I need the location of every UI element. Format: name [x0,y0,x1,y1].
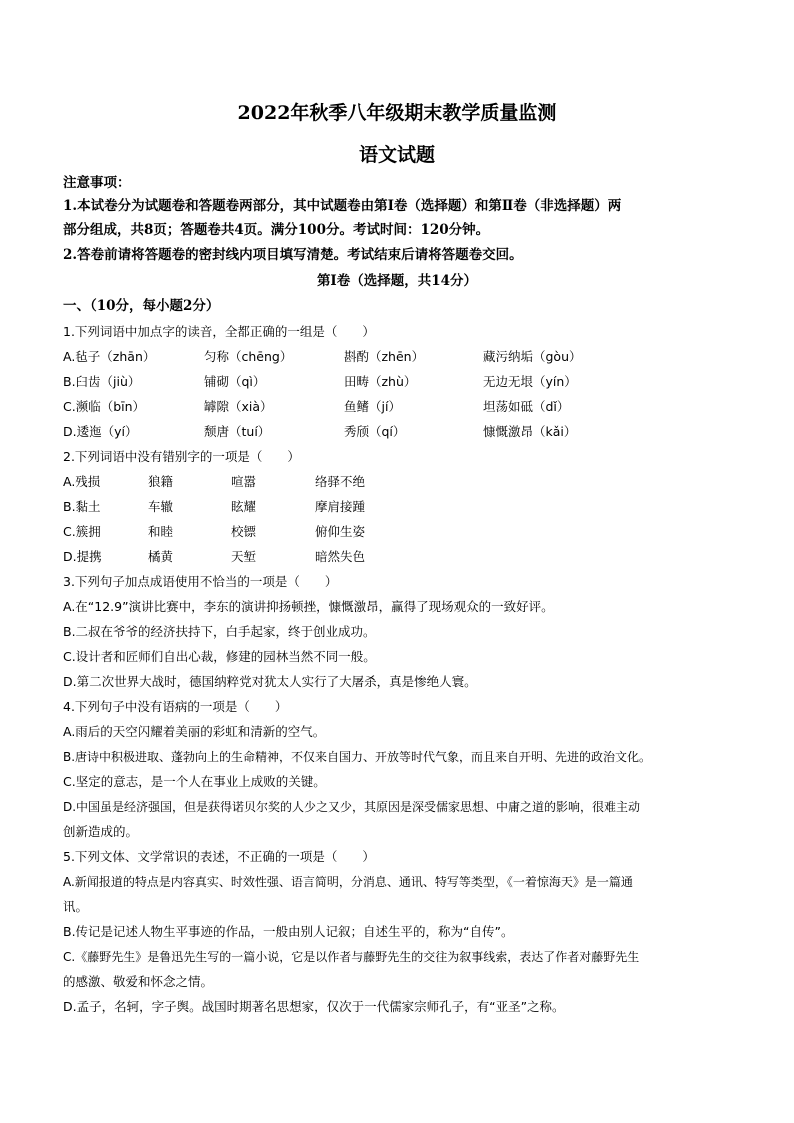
q2-option-row [63,548,743,566]
q1-option-cell: 田畴（zhù） [344,374,417,389]
q3-option-a: A.在“12.9”演讲比赛中，李东的演讲抑扬顿挫，慷慨激昂，赢得了现场观众的一致好评。 [63,599,554,614]
q1-option-cell: A.毡子（zhān） [63,349,156,364]
q1-option-cell: 匀称（chēng） [204,349,293,364]
q2-stem: 2.下列词语中没有错别字的一项是（ ） [63,449,300,464]
q2-option-row [63,473,743,491]
notice-label: 注意事项： [63,175,131,191]
q4-option-b: B.唐诗中积极进取、蓬勃向上的生命精神，不仅来自国力、开放等时代气象，而且来自开明、先进的政治文化。 [63,750,652,764]
q3-option-b: B.二叔在爷爷的经济扶持下，白手起家，终于创业成功。 [63,624,376,639]
q1-option-cell: 坦荡如砥（dǐ） [483,399,570,414]
q4-option-d-line-1: D.中国虽是经济强国，但是获得诺贝尔奖的人少之又少，其原因是深受儒家思想、中庸之道的影响，很难主动 [63,800,641,814]
q1-option-cell: 慷慨激昂（kǎi） [483,424,577,439]
q2-option-cell: 喧嚣 [231,474,257,489]
q1-stem: 1.下列词语中加点字的读音，全都正确的一组是（ ） [63,324,375,339]
q2-option-cell: A.残损 [63,474,101,489]
q5-option-d: D.孟子，名轲，字子舆。战国时期著名思想家，仅次于一代儒家宗师孔子，有“亚圣”之称。 [63,999,565,1014]
q2-option-cell: B.黏土 [63,499,101,514]
q5-option-a-line-2: 讯。 [63,899,89,914]
q1-option-cell: 无边无垠（yín） [483,374,577,389]
q1-option-cell: 鱼鳍（jí） [344,399,401,414]
q2-option-cell: 暗然失色 [315,549,366,564]
q5-option-a-line-1: A.新闻报道的特点是内容真实、时效性强、语言简明，分消息、通讯、特写等类型，《一着惊海天》是一篇通 [63,875,633,889]
exam-subtitle: 语文试题 [358,144,435,166]
q5-option-c-line-2: 的感激、敬爱和怀念之情。 [63,974,214,989]
q4-stem: 4.下列句子中没有语病的一项是（ ） [63,699,288,714]
q3-option-d: D.第二次世界大战时，德国纳粹党对犹太人实行了大屠杀，真是惨绝人寰。 [63,674,477,689]
q2-option-cell: 狼籍 [148,474,174,489]
q4-option-d-line-2: 创新造成的。 [63,824,139,839]
q2-option-cell: 橘黄 [148,549,174,564]
q1-option-row [63,373,743,391]
exam-title: 2022年秋季八年级期末教学质量监测 [237,102,557,124]
q1-option-row [63,398,743,416]
q2-option-cell: 天堑 [231,549,257,564]
q1-option-cell: 斟酌（zhēn） [344,349,425,364]
q1-option-cell: C.濒临（bīn） [63,399,146,414]
volume-title: 第Ⅰ卷（选择题，共14分） [316,273,478,289]
notice-item-1-line-2: 部分组成，共8页；答题卷共4页。满分100分。考试时间：120分钟。 [63,222,490,238]
q2-option-cell: 俯仰生姿 [315,524,366,539]
q2-option-cell: 车辙 [148,499,174,514]
q4-option-a: A.雨后的天空闪耀着美丽的彩虹和清新的空气。 [63,724,326,739]
q3-option-c: C.设计者和匠师们自出心裁，修建的园林当然不同一般。 [63,649,376,664]
q2-option-cell: 校镖 [231,524,257,539]
q5-option-c-line-1: C.《藤野先生》是鲁迅先生写的一篇小说，它是以作者与藤野先生的交往为叙事线索，表达了作者对藤野先生 [63,950,640,964]
q1-option-cell: B.臼齿（jiù） [63,374,141,389]
q2-option-cell: 和睦 [148,524,174,539]
q1-option-cell: 颓唐（tuí） [204,424,271,439]
q5-option-b: B.传记是记述人物生平事迹的作品，一般由别人记叙；自述生平的，称为“自传”。 [63,924,514,939]
q2-option-cell: 眩耀 [231,499,257,514]
q1-option-cell: 秀颀（qí） [344,424,406,439]
q2-option-cell: C.簇拥 [63,524,101,539]
q2-option-cell: D.提携 [63,549,102,564]
q1-option-row [63,348,743,366]
q2-option-row [63,523,743,541]
notice-item-1-line-1: 1.本试卷分为试题卷和答题卷两部分，其中试题卷由第Ⅰ卷（选择题）和第Ⅱ卷（非选择题）两 [63,198,622,214]
q2-option-cell: 摩肩接踵 [315,499,366,514]
part-title: 一、（10分，每小题2分） [63,298,220,314]
q1-option-cell: 铺砌（qì） [204,374,266,389]
q3-stem: 3.下列句子加点成语使用不恰当的一项是（ ） [63,574,338,589]
q2-option-row [63,498,743,516]
q2-option-cell: 络驿不绝 [315,474,366,489]
notice-item-2: 2.答卷前请将答题卷的密封线内项目填写清楚。考试结束后请将答题卷交回。 [63,247,523,263]
q1-option-row [63,423,743,441]
q4-option-c: C.坚定的意志，是一个人在事业上成败的关键。 [63,774,326,789]
q1-option-cell: 藏污纳垢（gòu） [483,349,582,364]
q5-stem: 5.下列文体、文学常识的表述，不正确的一项是（ ） [63,849,375,864]
q1-option-cell: 罅隙（xià） [204,399,273,414]
q1-option-cell: D.逶迤（yí） [63,424,138,439]
